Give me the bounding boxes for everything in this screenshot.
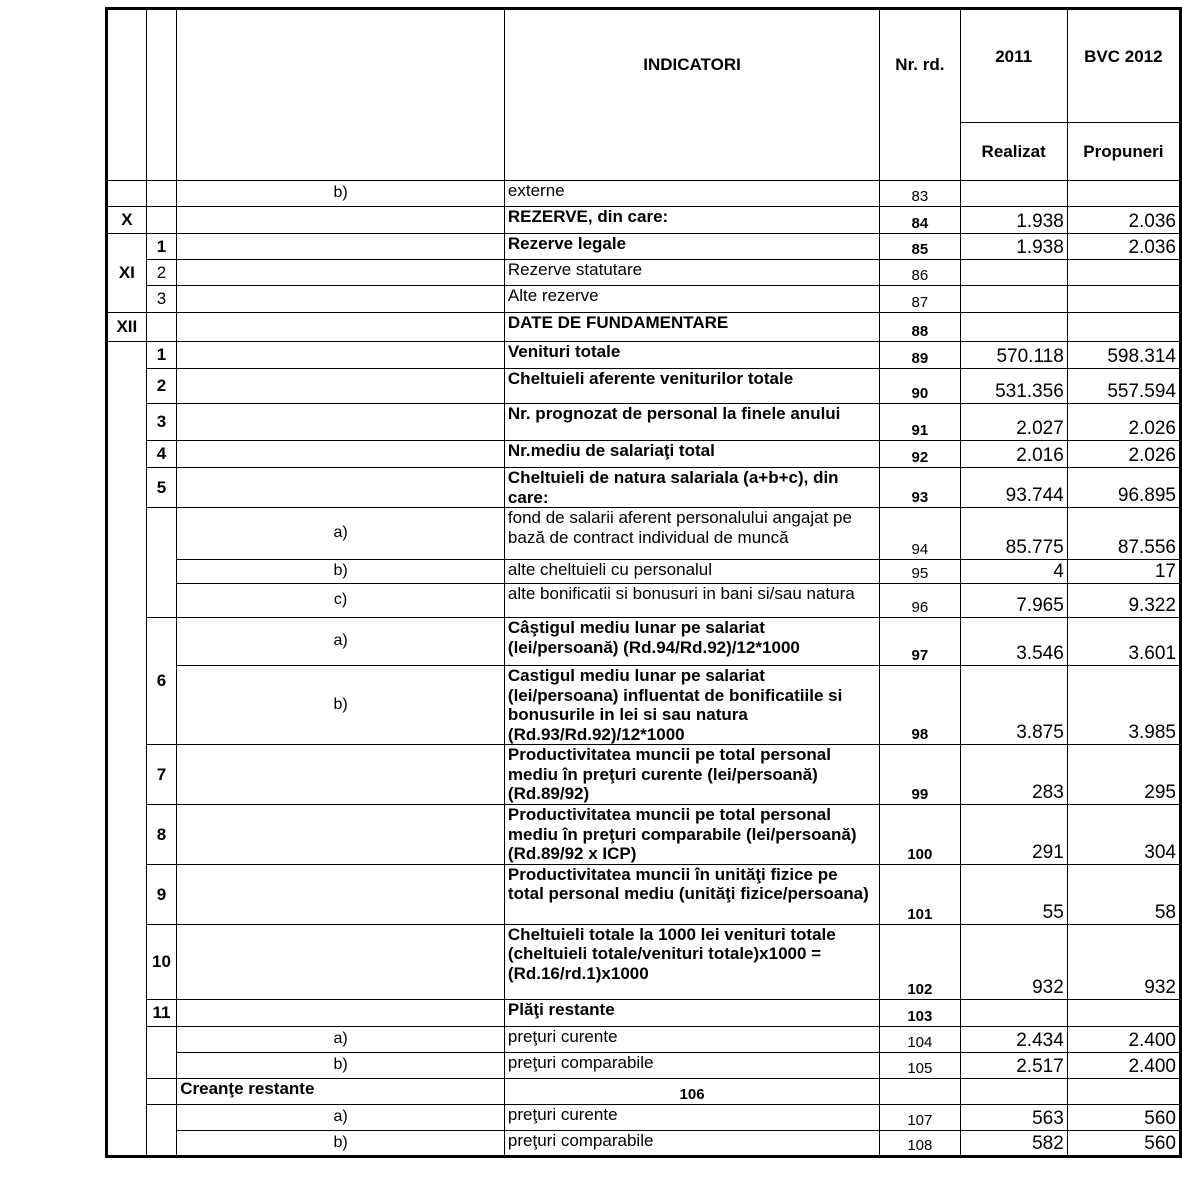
cell-indicator: Productivitatea muncii pe total personal mediu în preţuri comparabile (lei/persoană)(Rd.89/92 x ICP)	[504, 805, 879, 865]
table-row	[107, 468, 1181, 508]
cell-row-number: 102	[880, 924, 960, 999]
cell-indicator: Cheltuieli aferente veniturilor totale	[504, 369, 879, 404]
cell-indicator: Cheltuieli de natura salariala (a+b+c), din care:	[504, 468, 879, 508]
cell-subletter	[177, 999, 505, 1026]
cell-row-number: 87	[880, 286, 960, 313]
cell-indicator: Nr.mediu de salariaţi total	[504, 441, 879, 468]
cell-indicator: Rezerve legale	[504, 234, 879, 260]
table-row	[107, 234, 1181, 260]
cell-row-number: 86	[880, 260, 960, 286]
cell-indicator: Productivitatea muncii în unităţi fizice pe total personal mediu (unităţi fizice/persoana)	[504, 864, 879, 924]
cell-number: 2	[146, 260, 177, 286]
cell-subletter	[177, 805, 505, 865]
cell-indicator: REZERVE, din care:	[504, 207, 879, 234]
cell-number: 10	[146, 924, 177, 999]
table-row	[107, 342, 1181, 369]
cell-value-2012	[1067, 999, 1180, 1026]
cell-section	[107, 181, 147, 207]
cell-indicator: Productivitatea muncii pe total personal mediu în preţuri curente (lei/persoană)(Rd.89/92)	[504, 745, 879, 805]
cell-number: 4	[146, 441, 177, 468]
cell-indicator: preţuri curente	[504, 1104, 879, 1130]
cell-value-2012: 9.322	[1067, 584, 1180, 618]
cell-subletter	[177, 286, 505, 313]
cell-value-2012: 2.026	[1067, 441, 1180, 468]
table-row	[107, 508, 1181, 560]
cell-row-number: 100	[880, 805, 960, 865]
cell-value-2011	[880, 1078, 960, 1104]
cell-number: 6	[146, 618, 177, 745]
cell-row-number: 103	[880, 999, 960, 1026]
table-row	[107, 999, 1181, 1026]
cell-value-2011: 4	[960, 560, 1067, 584]
cell-subletter	[177, 313, 505, 342]
cell-subletter: a)	[177, 1026, 505, 1052]
cell-row-number: 94	[880, 508, 960, 560]
cell-subletter	[177, 342, 505, 369]
cell-value-2011: 570.118	[960, 342, 1067, 369]
cell-number: 2	[146, 369, 177, 404]
cell-section: X	[107, 207, 147, 234]
cell-subletter: a)	[177, 1104, 505, 1130]
table-row	[107, 286, 1181, 313]
cell-indicator: alte cheltuieli cu personalul	[504, 560, 879, 584]
cell-value-2011: 3.875	[960, 666, 1067, 745]
cell-value-2011: 85.775	[960, 508, 1067, 560]
header-year-2011: 2011	[960, 9, 1067, 123]
cell-number: 3	[146, 286, 177, 313]
cell-row-number: 93	[880, 468, 960, 508]
cell-value-2012: 2.400	[1067, 1026, 1180, 1052]
cell-row-number: 90	[880, 369, 960, 404]
cell-indicator: Alte rezerve	[504, 286, 879, 313]
cell-row-number: 97	[880, 618, 960, 666]
cell-value-2012: 560	[1067, 1104, 1180, 1130]
table-row	[107, 864, 1181, 924]
cell-value-2012: 932	[1067, 924, 1180, 999]
table-row	[107, 181, 1181, 207]
cell-indicator: externe	[504, 181, 879, 207]
cell-value-2011: 563	[960, 1104, 1067, 1130]
cell-number: 11	[146, 999, 177, 1026]
header-blank-num	[146, 9, 177, 181]
cell-indicator: preţuri comparabile	[504, 1052, 879, 1078]
cell-indicator: preţuri curente	[504, 1026, 879, 1052]
cell-row-number: 105	[880, 1052, 960, 1078]
cell-value-2012: 560	[1067, 1130, 1180, 1156]
cell-number: 5	[146, 468, 177, 508]
cell-row-number: 84	[880, 207, 960, 234]
header-blank-roman	[107, 9, 147, 181]
table-row	[107, 441, 1181, 468]
cell-value-2011: 283	[960, 745, 1067, 805]
cell-subletter	[177, 234, 505, 260]
cell-subletter	[177, 207, 505, 234]
cell-number	[146, 207, 177, 234]
cell-indicator: Nr. prognozat de personal la finele anului	[504, 404, 879, 441]
cell-subletter: b)	[177, 666, 505, 745]
cell-value-2011: 1.938	[960, 207, 1067, 234]
cell-value-2011: 2.027	[960, 404, 1067, 441]
table-row	[107, 1078, 1181, 1104]
cell-row-number: 107	[880, 1104, 960, 1130]
cell-section	[107, 342, 147, 1157]
cell-row-number: 106	[504, 1078, 879, 1104]
cell-row-number: 89	[880, 342, 960, 369]
header-row-top	[107, 9, 1181, 123]
cell-subletter	[146, 1078, 177, 1104]
cell-value-2011: 2.517	[960, 1052, 1067, 1078]
table-row	[107, 924, 1181, 999]
cell-indicator: Castigul mediu lunar pe salariat (lei/persoana) influentat de bonificatiile si bonusurile in lei si sau natura (Rd.93/Rd.92)/12*1000	[504, 666, 879, 745]
table-row	[107, 618, 1181, 666]
cell-indicator: Câştigul mediu lunar pe salariat (lei/persoană) (Rd.94/Rd.92)/12*1000	[504, 618, 879, 666]
cell-value-2012: 2.036	[1067, 207, 1180, 234]
cell-subletter	[177, 864, 505, 924]
cell-value-2011: 1.938	[960, 234, 1067, 260]
cell-value-2012: 58	[1067, 864, 1180, 924]
cell-value-2012: 87.556	[1067, 508, 1180, 560]
table-row	[107, 260, 1181, 286]
header-year-bvc2012: BVC 2012	[1067, 9, 1180, 123]
cell-row-number: 85	[880, 234, 960, 260]
cell-number: 1	[146, 342, 177, 369]
cell-row-number: 83	[880, 181, 960, 207]
cell-value-2012: 2.026	[1067, 404, 1180, 441]
cell-indicator: Rezerve statutare	[504, 260, 879, 286]
cell-subletter: b)	[177, 181, 505, 207]
cell-section: XI	[107, 234, 147, 313]
cell-indicator: Plăţi restante	[504, 999, 879, 1026]
cell-indicator: DATE DE FUNDAMENTARE	[504, 313, 879, 342]
cell-number	[146, 1104, 177, 1156]
cell-indicator: Cheltuieli totale la 1000 lei venituri totale (cheltuieli totale/venituri totale)x1000 =(Rd.16/rd.1)x1000	[504, 924, 879, 999]
cell-number: 3	[146, 404, 177, 441]
cell-value-2011: 7.965	[960, 584, 1067, 618]
cell-row-number: 99	[880, 745, 960, 805]
cell-value-2011	[960, 313, 1067, 342]
cell-value-2011: 93.744	[960, 468, 1067, 508]
indicators-table	[105, 7, 1182, 1158]
cell-value-2012: 557.594	[1067, 369, 1180, 404]
table-row	[107, 1130, 1181, 1156]
cell-value-2011: 3.546	[960, 618, 1067, 666]
table-row	[107, 745, 1181, 805]
cell-subletter: a)	[177, 618, 505, 666]
header-indicatori: INDICATORI	[504, 9, 879, 181]
cell-subletter	[177, 924, 505, 999]
table-row	[107, 1026, 1181, 1052]
cell-row-number: 108	[880, 1130, 960, 1156]
cell-indicator: preţuri comparabile	[504, 1130, 879, 1156]
cell-value-2012: 2.400	[1067, 1052, 1180, 1078]
cell-value-2011	[960, 260, 1067, 286]
cell-number	[146, 1026, 177, 1078]
cell-value-2011: 55	[960, 864, 1067, 924]
cell-value-2012	[1067, 313, 1180, 342]
cell-indicator: Creanţe restante	[177, 1078, 505, 1104]
cell-row-number: 95	[880, 560, 960, 584]
header-propuneri: Propuneri	[1067, 123, 1180, 181]
cell-value-2012	[1067, 181, 1180, 207]
cell-value-2012: 3.985	[1067, 666, 1180, 745]
cell-row-number: 104	[880, 1026, 960, 1052]
cell-value-2012: 2.036	[1067, 234, 1180, 260]
cell-value-2011: 531.356	[960, 369, 1067, 404]
cell-value-2011: 2.016	[960, 441, 1067, 468]
cell-value-2011	[960, 286, 1067, 313]
cell-number: 9	[146, 864, 177, 924]
cell-value-2012	[1067, 260, 1180, 286]
cell-value-2012: 96.895	[1067, 468, 1180, 508]
cell-value-2011	[960, 181, 1067, 207]
header-blank-sub	[177, 9, 505, 181]
cell-section: XII	[107, 313, 147, 342]
cell-indicator: Venituri totale	[504, 342, 879, 369]
cell-value-2012: 17	[1067, 560, 1180, 584]
cell-value-2012: 3.601	[1067, 618, 1180, 666]
cell-number	[146, 508, 177, 618]
cell-row-number: 91	[880, 404, 960, 441]
cell-value-2012: 598.314	[1067, 342, 1180, 369]
cell-row-number: 88	[880, 313, 960, 342]
cell-value-2012	[1067, 286, 1180, 313]
cell-subletter	[177, 468, 505, 508]
cell-number: 1	[146, 234, 177, 260]
cell-subletter	[177, 369, 505, 404]
cell-value-2011: 932	[960, 924, 1067, 999]
cell-value-2011	[960, 999, 1067, 1026]
cell-value-2011: 2.434	[960, 1026, 1067, 1052]
table-row	[107, 313, 1181, 342]
cell-indicator: fond de salarii aferent personalului angajat pe bază de contract individual de muncă	[504, 508, 879, 560]
cell-value-2012: 304	[1067, 805, 1180, 865]
table-row	[107, 805, 1181, 865]
table-row	[107, 584, 1181, 618]
cell-subletter	[177, 260, 505, 286]
cell-subletter: b)	[177, 1130, 505, 1156]
cell-value-2011: 291	[960, 805, 1067, 865]
cell-subletter	[177, 404, 505, 441]
header-nr-rd: Nr. rd.	[880, 9, 960, 181]
cell-subletter	[177, 745, 505, 805]
cell-value-2012: 295	[1067, 745, 1180, 805]
header-realizat: Realizat	[960, 123, 1067, 181]
cell-subletter: a)	[177, 508, 505, 560]
cell-subletter: b)	[177, 560, 505, 584]
cell-subletter: c)	[177, 584, 505, 618]
cell-number	[146, 313, 177, 342]
cell-value-2012	[960, 1078, 1067, 1104]
cell-number: 7	[146, 745, 177, 805]
cell-row-number: 96	[880, 584, 960, 618]
table-row	[107, 207, 1181, 234]
cell-value-2011: 582	[960, 1130, 1067, 1156]
cell-subletter: b)	[177, 1052, 505, 1078]
cell-number	[146, 181, 177, 207]
table-row	[107, 666, 1181, 745]
table-row	[107, 404, 1181, 441]
table-row	[107, 560, 1181, 584]
cell-subletter	[177, 441, 505, 468]
cell-indicator: alte bonificatii si bonusuri in bani si/sau natura	[504, 584, 879, 618]
table-row	[107, 1104, 1181, 1130]
cell-number: 8	[146, 805, 177, 865]
cell-row-number: 101	[880, 864, 960, 924]
table-row	[107, 369, 1181, 404]
cell-row-number: 92	[880, 441, 960, 468]
cell-row-number: 98	[880, 666, 960, 745]
table-row	[107, 1052, 1181, 1078]
